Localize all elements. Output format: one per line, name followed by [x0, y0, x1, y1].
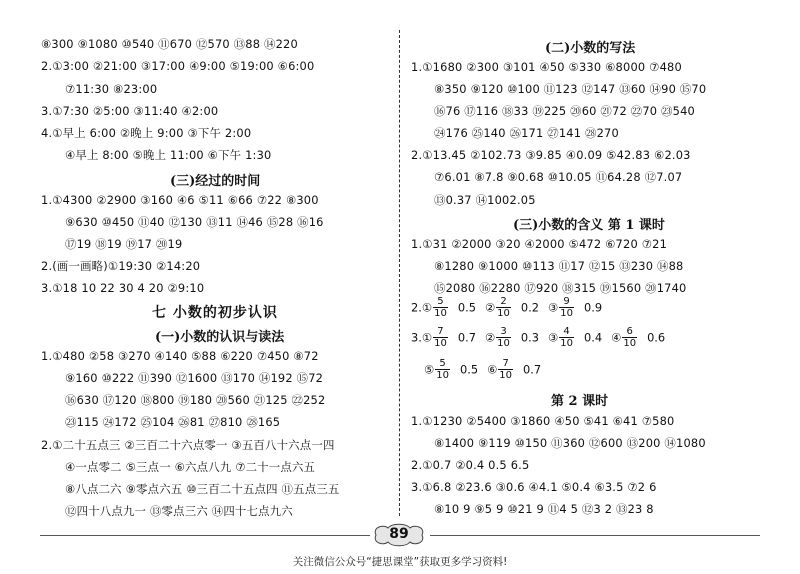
- fraction: [498, 358, 513, 381]
- footer-rule-right: [430, 535, 760, 536]
- answer-line: 2.①13.45 ②102.73 ③9.85 ④0.09 ⑤42.83 ⑥2.03: [411, 148, 691, 162]
- answer-line: 1.①1680 ②300 ③101 ④50 ⑤330 ⑥8000 ⑦480: [411, 60, 682, 74]
- answer-line: ⑫四十八点九一 ⑬零点三六 ⑭四十七点九六: [65, 504, 293, 518]
- denominator: 10: [623, 338, 637, 349]
- column-divider: [399, 30, 400, 516]
- decimal-value: 0.6: [647, 330, 666, 345]
- answer-line: 3.①18 10 22 30 4 20 ②9:10: [41, 281, 205, 295]
- decimal-value: 0.9: [583, 300, 603, 315]
- item-marker: ③: [548, 330, 559, 345]
- answer-line: ⑨630 ⑩450 ⑪40 ⑫130 ⑬11 ⑭46 ⑮28 ⑯16: [65, 215, 324, 229]
- decimal-value: 0.5: [457, 300, 476, 315]
- fraction-answer-line: [411, 296, 602, 319]
- answer-line: 1.①1230 ②5400 ③1860 ④50 ⑤41 ⑥41 ⑦580: [411, 414, 675, 428]
- decimal-value: 0.2: [520, 300, 540, 315]
- answer-line: ⑬0.37 ⑭1002.05: [434, 193, 536, 207]
- answer-line: ㉔176 ㉕140 ㉖171 ㉗141 ㉘270: [434, 126, 619, 140]
- fraction: [559, 296, 574, 319]
- chapter-title: 七 小数的初步认识: [152, 305, 278, 321]
- answer-line: 2.①0.7 ②0.4 0.5 6.5: [411, 458, 530, 472]
- answer-line: ⑧八点二六 ⑨零点六五 ⑩三百二十五点四 ⑪五点三五: [65, 482, 340, 496]
- answer-line: ④早上 8:00 ⑤晚上 11:00 ⑥下午 1:30: [65, 148, 272, 162]
- decimal-value: 0.3: [520, 330, 540, 345]
- answer-line: ⑨160 ⑩222 ⑪390 ⑫1600 ⑬170 ⑭192 ⑮72: [65, 371, 324, 385]
- numerator: 2: [496, 296, 511, 308]
- numerator: 6: [622, 326, 637, 338]
- denominator: 10: [560, 338, 573, 349]
- answer-line: 1.①4300 ②2900 ③160 ④6 ⑤11 ⑥66 ⑦22 ⑧300: [41, 193, 319, 207]
- footer-rule-left: [40, 535, 370, 536]
- fraction: [559, 326, 574, 349]
- fraction: [435, 358, 450, 381]
- answer-line: 4.①早上 6:00 ②晚上 9:00 ③下午 2:00: [41, 126, 252, 140]
- decimal-value: 0.5: [459, 362, 479, 377]
- numerator: 9: [559, 296, 574, 308]
- fraction: [622, 326, 637, 349]
- answer-line: 3.①6.8 ②23.6 ③0.6 ④4.1 ⑤0.4 ⑥3.5 ⑦2 6: [411, 480, 657, 494]
- fraction-answer-line: [424, 358, 541, 381]
- decimal-value: 0.4: [583, 330, 603, 345]
- item-marker: ②: [484, 330, 496, 345]
- section-heading: (三)小数的含义 第 1 课时: [513, 218, 665, 233]
- answer-line: ⑧300 ⑨1080 ⑩540 ⑪670 ⑫570 ⑬88 ⑭220: [41, 37, 298, 51]
- answer-line: ⑯630 ⑰120 ⑱800 ⑲180 ⑳560 ㉑125 ㉒252: [65, 393, 326, 407]
- fraction-answer-line: [411, 326, 665, 349]
- item-marker: ⑤: [424, 362, 435, 377]
- denominator: 10: [497, 338, 510, 349]
- fraction: [496, 296, 511, 319]
- answer-line: ④一点零二 ⑤三点一 ⑥六点八九 ⑦二十一点六五: [65, 460, 316, 474]
- item-marker: ②: [484, 300, 496, 315]
- item-marker: ⑥: [487, 362, 498, 377]
- section-heading: (三)经过的时间: [170, 174, 261, 189]
- denominator: 10: [436, 370, 449, 381]
- answer-line: ⑦11:30 ⑧23:00: [65, 82, 158, 96]
- answer-line: ⑰19 ⑱19 ⑲17 ⑳19: [65, 237, 183, 251]
- denominator: 10: [434, 308, 447, 319]
- numerator: 7: [498, 358, 513, 370]
- denominator: 10: [497, 308, 510, 319]
- item-marker: 3.①: [411, 330, 433, 345]
- answer-line: 2.(画一画略)①19:30 ②14:20: [41, 259, 201, 273]
- section-heading: 第 2 课时: [551, 394, 609, 409]
- decimal-value: 0.7: [457, 330, 476, 345]
- numerator: 3: [496, 326, 511, 338]
- decimal-value: 0.7: [523, 362, 542, 377]
- section-heading: (一)小数的认识与读法: [155, 330, 285, 345]
- answer-line: ⑧350 ⑨120 ⑩100 ⑪123 ⑫147 ⑬60 ⑭90 ⑮70: [434, 82, 707, 96]
- answer-line: 2.①二十五点三 ②三百二十六点零一 ③五百八十六点一四: [41, 438, 335, 452]
- item-marker: ③: [548, 300, 559, 315]
- answer-line: ⑧1280 ⑨1000 ⑩113 ⑪17 ⑫15 ⑬230 ⑭88: [434, 259, 684, 273]
- answer-line: ⑦6.01 ⑧7.8 ⑨0.68 ⑩10.05 ⑪64.28 ⑫7.07: [434, 170, 683, 184]
- denominator: 10: [434, 338, 447, 349]
- page-number: 89: [389, 526, 409, 542]
- denominator: 10: [499, 370, 513, 381]
- numerator: 7: [433, 326, 448, 338]
- answer-line: 3.①7:30 ②5:00 ③11:40 ④2:00: [41, 104, 219, 118]
- answer-line: ⑮2080 ⑯2280 ⑰920 ⑱315 ⑲1560 ⑳1740: [434, 281, 687, 295]
- fraction: [496, 326, 511, 349]
- fraction: [433, 326, 448, 349]
- answer-line: 1.①31 ②2000 ③20 ④2000 ⑤472 ⑥720 ⑦21: [411, 237, 668, 251]
- denominator: 10: [560, 308, 573, 319]
- answer-line: ㉓115 ㉔172 ㉕104 ㉖81 ㉗810 ㉘165: [65, 415, 281, 429]
- answer-line: 1.①480 ②58 ③270 ④140 ⑤88 ⑥220 ⑦450 ⑧72: [41, 349, 319, 363]
- section-heading: (二)小数的写法: [545, 41, 636, 56]
- item-marker: 2.①: [411, 300, 433, 315]
- numerator: 5: [435, 358, 450, 370]
- item-marker: ④: [611, 330, 622, 345]
- page-number-badge: [370, 523, 428, 547]
- numerator: 5: [433, 296, 448, 308]
- answer-line: ⑧10 9 ⑨5 9 ⑩21 9 ⑪4 5 ⑫3 2 ⑬23 8: [434, 502, 654, 516]
- numerator: 4: [559, 326, 574, 338]
- footer-note: 关注微信公众号“捷思课堂”获取更多学习资料!: [292, 556, 508, 568]
- answer-line: 2.①3:00 ②21:00 ③17:00 ④9:00 ⑤19:00 ⑥6:00: [41, 59, 315, 73]
- fraction: [433, 296, 448, 319]
- answer-line: ⑯76 ⑰116 ⑱33 ⑲225 ⑳60 ㉑72 ㉒70 ㉓540: [434, 104, 695, 118]
- answer-line: ⑧1400 ⑨119 ⑩150 ⑪360 ⑫600 ⑬200 ⑭1080: [434, 436, 706, 450]
